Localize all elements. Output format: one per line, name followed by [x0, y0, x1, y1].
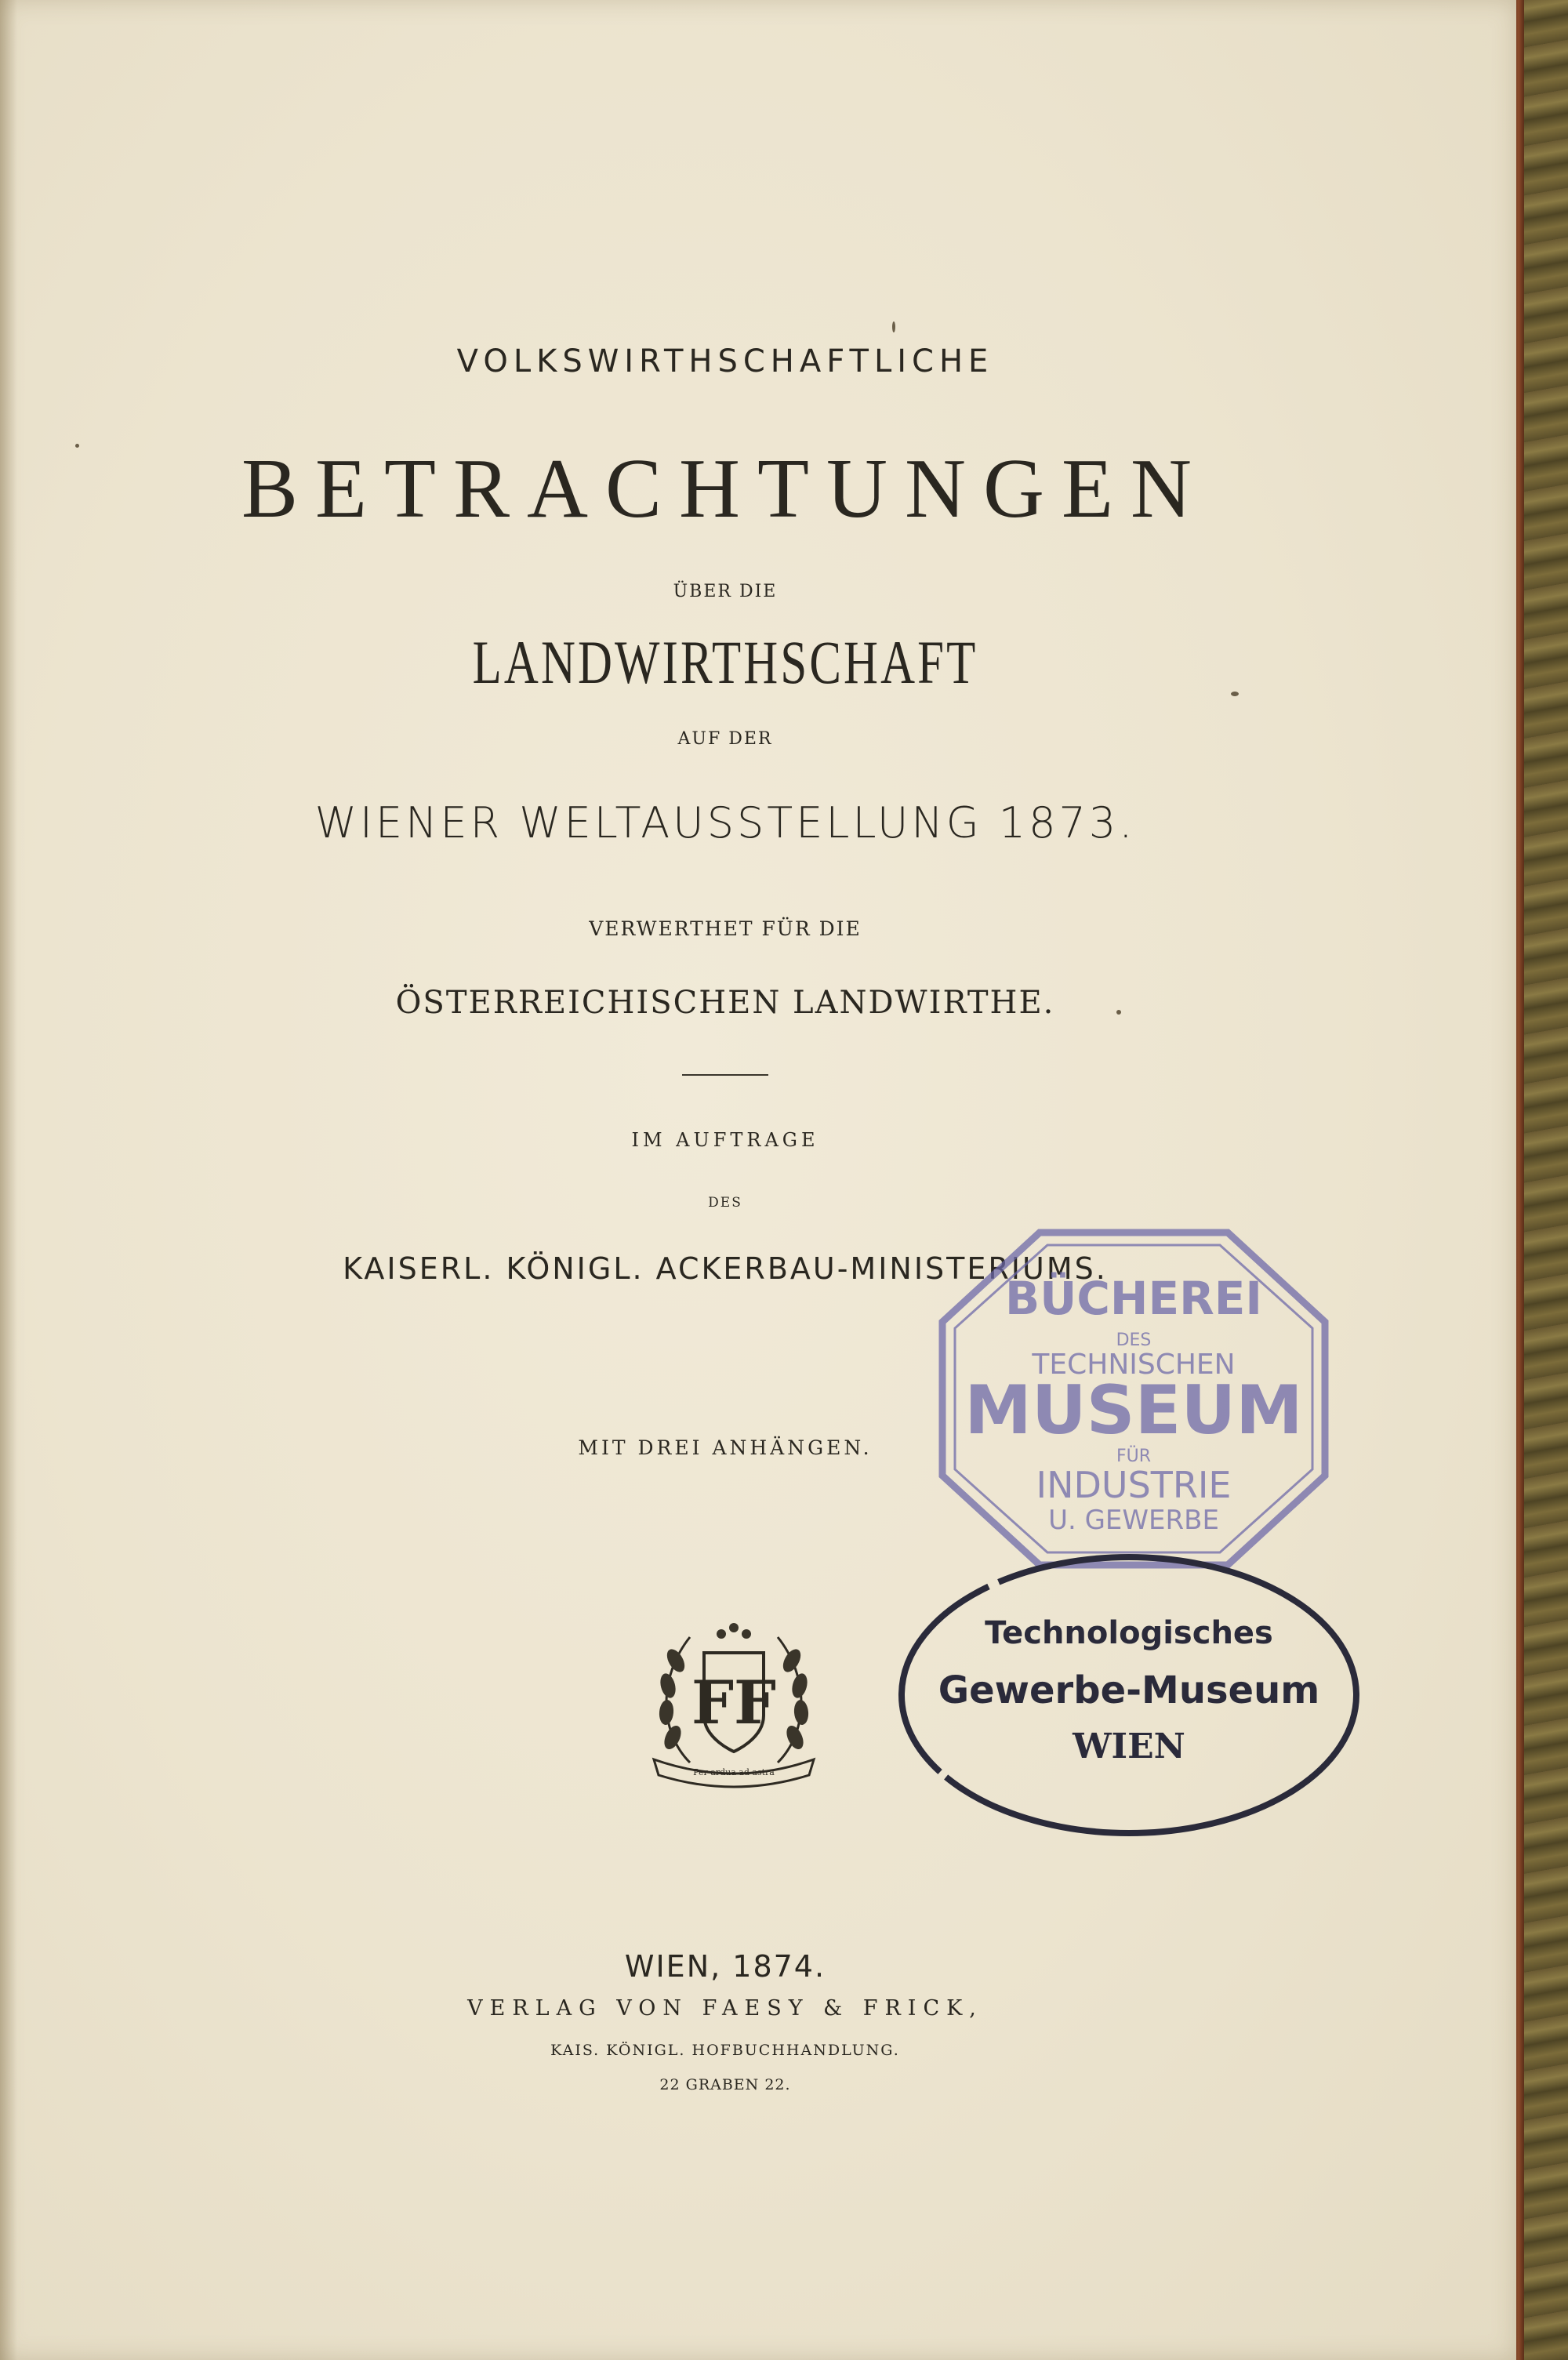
main-title: BETRACHTUNGEN	[241, 442, 1209, 536]
paper-speck	[892, 321, 895, 332]
svg-text:BÜCHEREI: BÜCHEREI	[1005, 1272, 1262, 1325]
svg-text:TECHNISCHEN: TECHNISCHEN	[1032, 1349, 1236, 1381]
paper-speck	[1231, 692, 1239, 696]
commissioner-title: KAISERL. KÖNIGL. ACKERBAU-MINISTERIUMS.	[343, 1251, 1108, 1286]
motto-text: Per ardua ad astra	[693, 1767, 775, 1777]
svg-text:MUSEUM: MUSEUM	[964, 1371, 1303, 1450]
imprint-publisher-title: KAIS. KÖNIGL. HOFBUCHHANDLUNG.	[550, 2042, 900, 2059]
event-title: WIENER WELTAUSSTELLUNG 1873.	[314, 798, 1136, 848]
wreath-monogram-icon	[643, 1614, 825, 1792]
paper-speck	[1116, 1010, 1121, 1015]
connector-verwerthet: VERWERTHET FÜR DIE	[589, 917, 862, 940]
oval-museum-stamp-icon	[894, 1541, 1370, 1847]
svg-text:U. GEWERBE: U. GEWERBE	[1048, 1505, 1219, 1536]
imprint-publisher: VERLAG VON FAESY & FRICK,	[467, 1996, 983, 2021]
svg-text:INDUSTRIE: INDUSTRIE	[1036, 1464, 1232, 1506]
svg-text:WIEN: WIEN	[1073, 1726, 1185, 1766]
imprint-address: 22 GRABEN 22.	[659, 2076, 791, 2093]
appendices-note: MIT DREI ANHÄNGEN.	[578, 1436, 873, 1459]
connector-ueber-die: ÜBER DIE	[673, 582, 778, 601]
commission-line-1: IM AUFTRAGE	[631, 1129, 819, 1151]
commission-line-2: DES	[708, 1195, 742, 1211]
svg-text:Technologisches: Technologisches	[985, 1615, 1273, 1651]
svg-text:DES: DES	[1116, 1331, 1152, 1350]
audience-title: ÖSTERREICHISCHEN LANDWIRTHE.	[395, 985, 1055, 1021]
svg-text:FÜR: FÜR	[1116, 1447, 1152, 1466]
monogram-text: FF	[691, 1668, 776, 1737]
svg-text:Gewerbe-Museum: Gewerbe-Museum	[938, 1668, 1320, 1712]
octagonal-library-stamp-icon	[938, 1228, 1330, 1570]
subject-title: LANDWIRTHSCHAFT	[472, 628, 978, 696]
paper-speck	[75, 444, 79, 448]
divider-rule	[682, 1074, 768, 1076]
connector-auf-der: AUF DER	[677, 729, 773, 749]
imprint-place-year: WIEN, 1874.	[624, 1949, 826, 1984]
pre-title: VOLKSWIRTHSCHAFTLICHE	[456, 343, 994, 379]
